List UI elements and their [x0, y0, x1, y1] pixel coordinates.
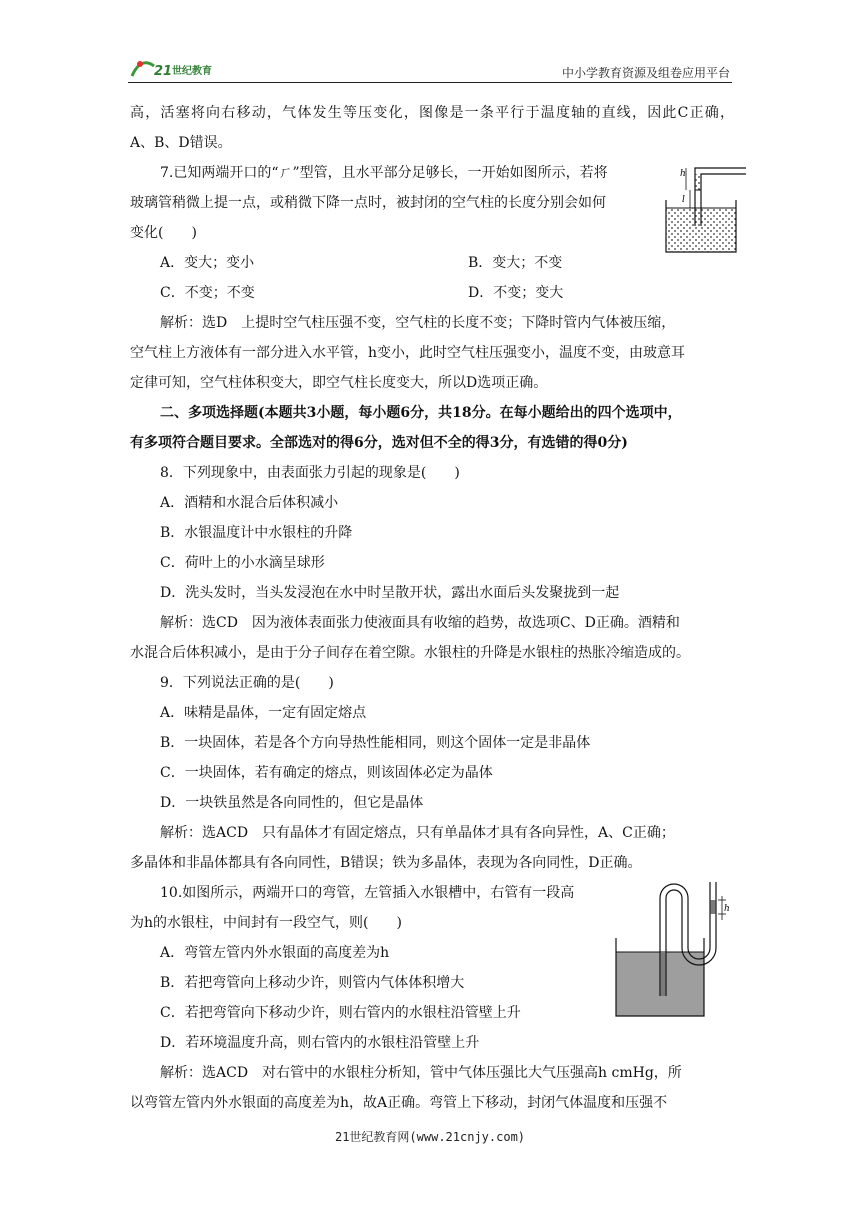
question-stem: 8．下列现象中，由表面张力引起的现象是( ) — [160, 465, 460, 481]
option-c: C．若把弯管向下移动少许，则右管内的水银柱沿管壁上升 — [160, 1005, 521, 1021]
option-d: D．若环境温度升高，则右管内的水银柱沿管壁上升 — [160, 1035, 480, 1051]
question-stem: 变化( ) — [130, 225, 197, 241]
right-mercury-column — [711, 900, 716, 914]
option-c: C．不变；不变 — [160, 285, 255, 301]
page-header — [128, 52, 732, 84]
option-c: C．一块固体，若有确定的熔点，则该固体必定为晶体 — [160, 765, 493, 781]
text-line: A、B、D错误。 — [130, 135, 232, 151]
section-heading: 有多项符合题目要求。全部选对的得6分，选对但不全的得3分，有选错的得0分) — [130, 435, 628, 451]
options-row — [130, 248, 734, 278]
answer-line: 解析：选ACD 对右管中的水银柱分析知，管中气体压强比大气压强高h cmHg，所 — [160, 1065, 682, 1081]
svg-text:世纪教育: 世纪教育 — [172, 66, 212, 77]
answer-line: 解析：选ACD 只有晶体才有固定熔点，只有单晶体才具有各向异性，A、C正确； — [160, 825, 675, 841]
question-stem: 玻璃管稍微上提一点，或稍微下降一点时，被封闭的空气柱的长度分别会如何 — [130, 195, 606, 211]
question-stem: 7.已知两端开口的“ㄏ”型管，且水平部分足够长，一开始如图所示，若将 — [160, 165, 608, 181]
option-b: B．一块固体，若是各个方向导热性能相同，则这个固体一定是非晶体 — [160, 735, 591, 751]
option-d: D．一块铁虽然是各向同性的，但它是晶体 — [160, 795, 424, 811]
option-b: B．若把弯管向上移动少许，则管内气体体积增大 — [160, 975, 465, 991]
option-d: D．不变；变大 — [468, 285, 564, 301]
option-a: A．酒精和水混合后体积减小 — [160, 495, 339, 511]
left-mercury — [661, 952, 666, 996]
answer-line: 水混合后体积减小，是由于分子间存在着空隙。水银柱的升降是水银柱的热胀冷缩造成的。 — [130, 645, 690, 661]
options-row — [130, 278, 734, 308]
answer-line: 定律可知，空气柱体积变大，即空气柱长度变大，所以D选项正确。 — [130, 375, 548, 391]
header-divider — [128, 82, 732, 83]
answer-line: 以弯管左管内外水银面的高度差为h，故A正确。弯管上下移动，封闭气体温度和压强不 — [130, 1095, 668, 1111]
label-h: h — [680, 169, 686, 179]
site-name: 中小学教育资源及组卷应用平台 — [561, 66, 730, 80]
page-footer: 21世纪教育网(www.21cnjy.com) — [334, 1130, 526, 1144]
figure-tube-in-liquid — [664, 160, 746, 256]
question-stem: 10.如图所示，两端开口的弯管，左管插入水银槽中，右管有一段高 — [160, 885, 575, 901]
option-b: B．变大；不变 — [468, 255, 563, 271]
liquid-column — [696, 174, 701, 190]
question-stem: 9．下列说法正确的是( ) — [160, 675, 334, 691]
answer-line: 空气柱上方液体有一部分进入水平管，h变小，此时空气柱压强变小，温度不变，由玻意耳 — [130, 345, 686, 361]
figure-bent-tube — [614, 878, 738, 1020]
answer-line: 解析：选CD 因为液体表面张力使液面具有收缩的趋势，故选项C、D正确。酒精和 — [160, 615, 680, 631]
answer-line: 解析：选D 上提时空气柱压强不变，空气柱的长度不变；下降时管内气体被压缩， — [160, 315, 676, 331]
text-line: 高，活塞将向右移动，气体发生等压变化，图像是一条平行于温度轴的直线，因此C正确， — [130, 105, 734, 121]
question-8 — [130, 458, 734, 668]
option-a: A．味精是晶体，一定有固定熔点 — [160, 705, 367, 721]
option-d: D．洗头发时，当头发浸泡在水中时呈散开状，露出水面后头发聚拢到一起 — [160, 585, 620, 601]
question-7 — [130, 158, 734, 398]
section-heading: 二、多项选择题(本题共3小题，每小题6分，共18分。在每小题给出的四个选项中， — [160, 405, 682, 421]
answer-line: 多晶体和非晶体都具有各向同性，B错误；铁为多晶体，表现为各向同性，D正确。 — [130, 855, 642, 871]
option-b: B．水银温度计中水银柱的升降 — [160, 525, 353, 541]
option-a: A．变大；变小 — [160, 255, 255, 271]
question-9 — [130, 668, 734, 878]
label-h: h — [724, 904, 730, 914]
question-stem: 为h的水银柱，中间封有一段空气，则( ) — [130, 915, 402, 931]
svg-text:21: 21 — [154, 64, 173, 79]
logo-icon — [128, 56, 224, 82]
option-a: A．弯管左管内外水银面的高度差为h — [160, 945, 390, 961]
option-c: C．荷叶上的小水滴呈球形 — [160, 555, 325, 571]
label-l: l — [682, 195, 685, 205]
